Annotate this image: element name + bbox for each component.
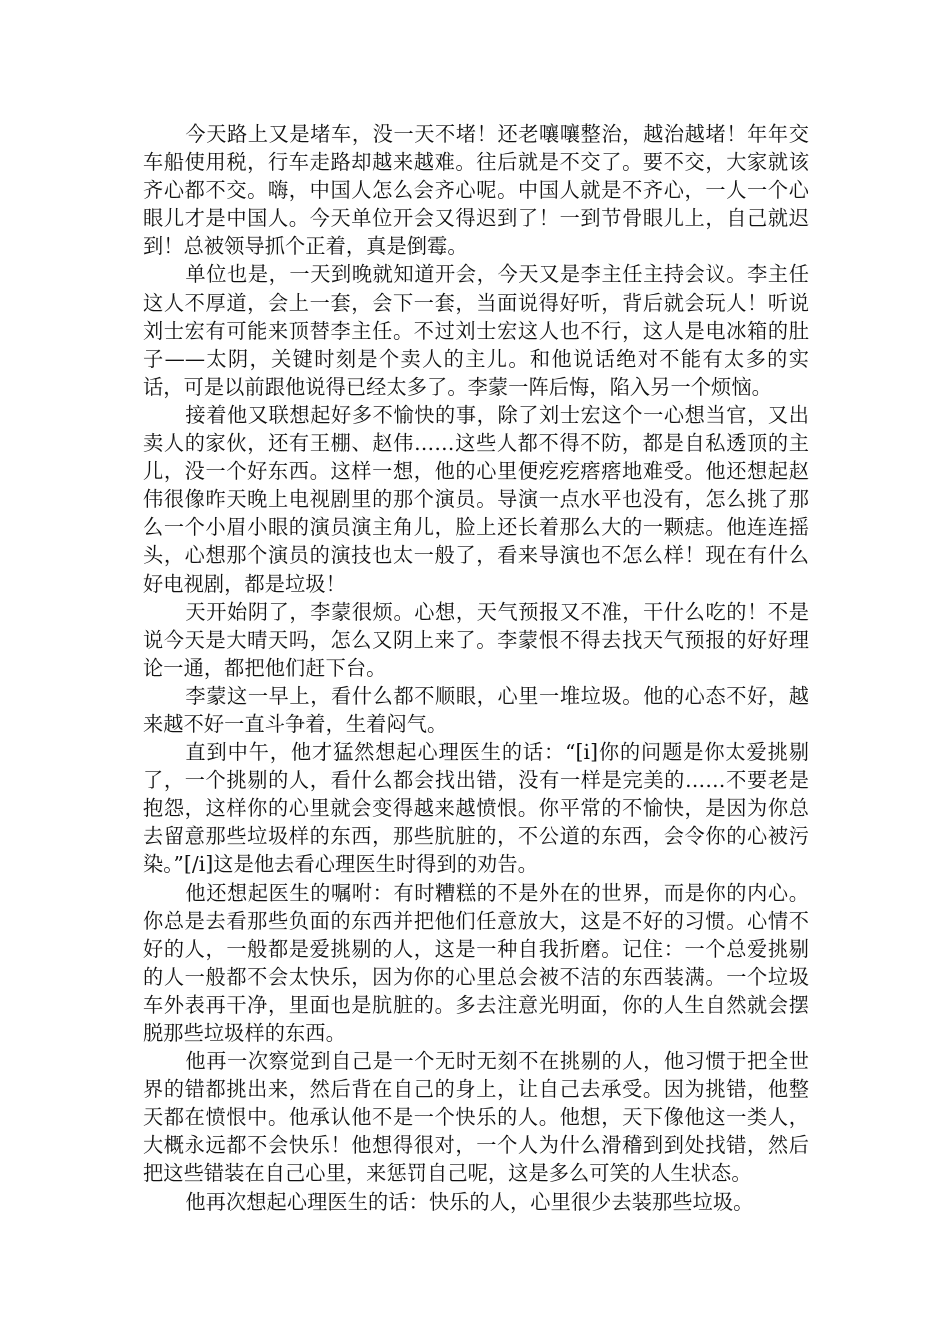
paragraph-9: 他再次想起心理医生的话：快乐的人，心里很少去装那些垃圾。 bbox=[185, 1189, 754, 1214]
paragraph-4: 天开始阴了，李蒙很烦。心想，天气预报又不准，干什么吃的！不是说今天是大晴天吗，怎么又阴上来了。李蒙恨不得去找天气预报的好好理论一通，都把他们赶下台。 bbox=[143, 599, 809, 680]
paragraph-3: 接着他又联想起好多不愉快的事，除了刘士宏这个一心想当官，又出卖人的家伙，还有王棚、赵伟……这些人都不得不防，都是自私透顶的主儿，没一个好东西。这样一想，他的心里便疙疙瘩瘩地难受。他还想起赵伟很像昨天晚上电视剧里的那个演员。导演一点水平也没有，怎么挑了那么一个小眉小眼的演员演主角儿，脸上还长着那么大的一颗痣。他连连摇头，心想那个演员的演技也太一般了，看来导演也不怎么样！现在有什么好电视剧，都是垃圾！ bbox=[143, 402, 809, 596]
paragraph-5: 李蒙这一早上，看什么都不顺眼，心里一堆垃圾。他的心态不好，越来越不好一直斗争着，生着闷气。 bbox=[143, 683, 809, 736]
paragraph-8: 他再一次察觉到自己是一个无时无刻不在挑剔的人，他习惯于把全世界的错都挑出来，然后背在自己的身上，让自己去承受。因为挑错，他整天都在愤恨中。他承认他不是一个快乐的人。他想，天下像他这一类人，大概永远都不会快乐！他想得很对，一个人为什么滑稽到到处找错，然后把这些错装在自己心里，来惩罚自己呢，这是多么可笑的人生状态。 bbox=[143, 1049, 809, 1186]
paragraph-6: 直到中午，他才猛然想起心理医生的话：“[i]你的问题是你太爱挑剔了，一个挑剔的人，看什么都会找出错，没有一样是完美的……不要老是抱怨，这样你的心里就会变得越来越愤恨。你平常的不愉快，是因为你总去留意那些垃圾样的东西，那些肮脏的，不公道的东西，会令你的心被污染。”[/i]这是他去看心理医生时得到的劝告。 bbox=[143, 740, 809, 877]
document-page bbox=[143, 120, 809, 1216]
paragraph-2: 单位也是，一天到晚就知道开会，今天又是李主任主持会议。李主任这人不厚道，会上一套，会下一套，当面说得好听，背后就会玩人！听说刘士宏有可能来顶替李主任。不过刘士宏这人也不行，这人是电冰箱的肚子——太阴，关键时刻是个卖人的主儿。和他说话绝对不能有太多的实话，可是以前跟他说得已经太多了。李蒙一阵后悔，陷入另一个烦恼。 bbox=[143, 262, 809, 399]
paragraph-1: 今天路上又是堵车，没一天不堵！还老嚷嚷整治，越治越堵！年年交车船使用税，行车走路却越来越难。往后就是不交了。要不交，大家就该齐心都不交。嗨，中国人怎么会齐心呢。中国人就是不齐心，一人一个心眼儿才是中国人。今天单位开会又得迟到了！一到节骨眼儿上，自己就迟到！总被领导抓个正着，真是倒霉。 bbox=[143, 122, 809, 259]
paragraph-7: 他还想起医生的嘱咐：有时糟糕的不是外在的世界，而是你的内心。你总是去看那些负面的东西并把他们任意放大，这是不好的习惯。心情不好的人，一般都是爱挑剔的人，这是一种自我折磨。记住：一个总爱挑剔的人一般都不会太快乐，因为你的心里总会被不洁的东西装满。一个垃圾车外表再干净，里面也是肮脏的。多去注意光明面，你的人生自然就会摆脱那些垃圾样的东西。 bbox=[143, 880, 809, 1045]
